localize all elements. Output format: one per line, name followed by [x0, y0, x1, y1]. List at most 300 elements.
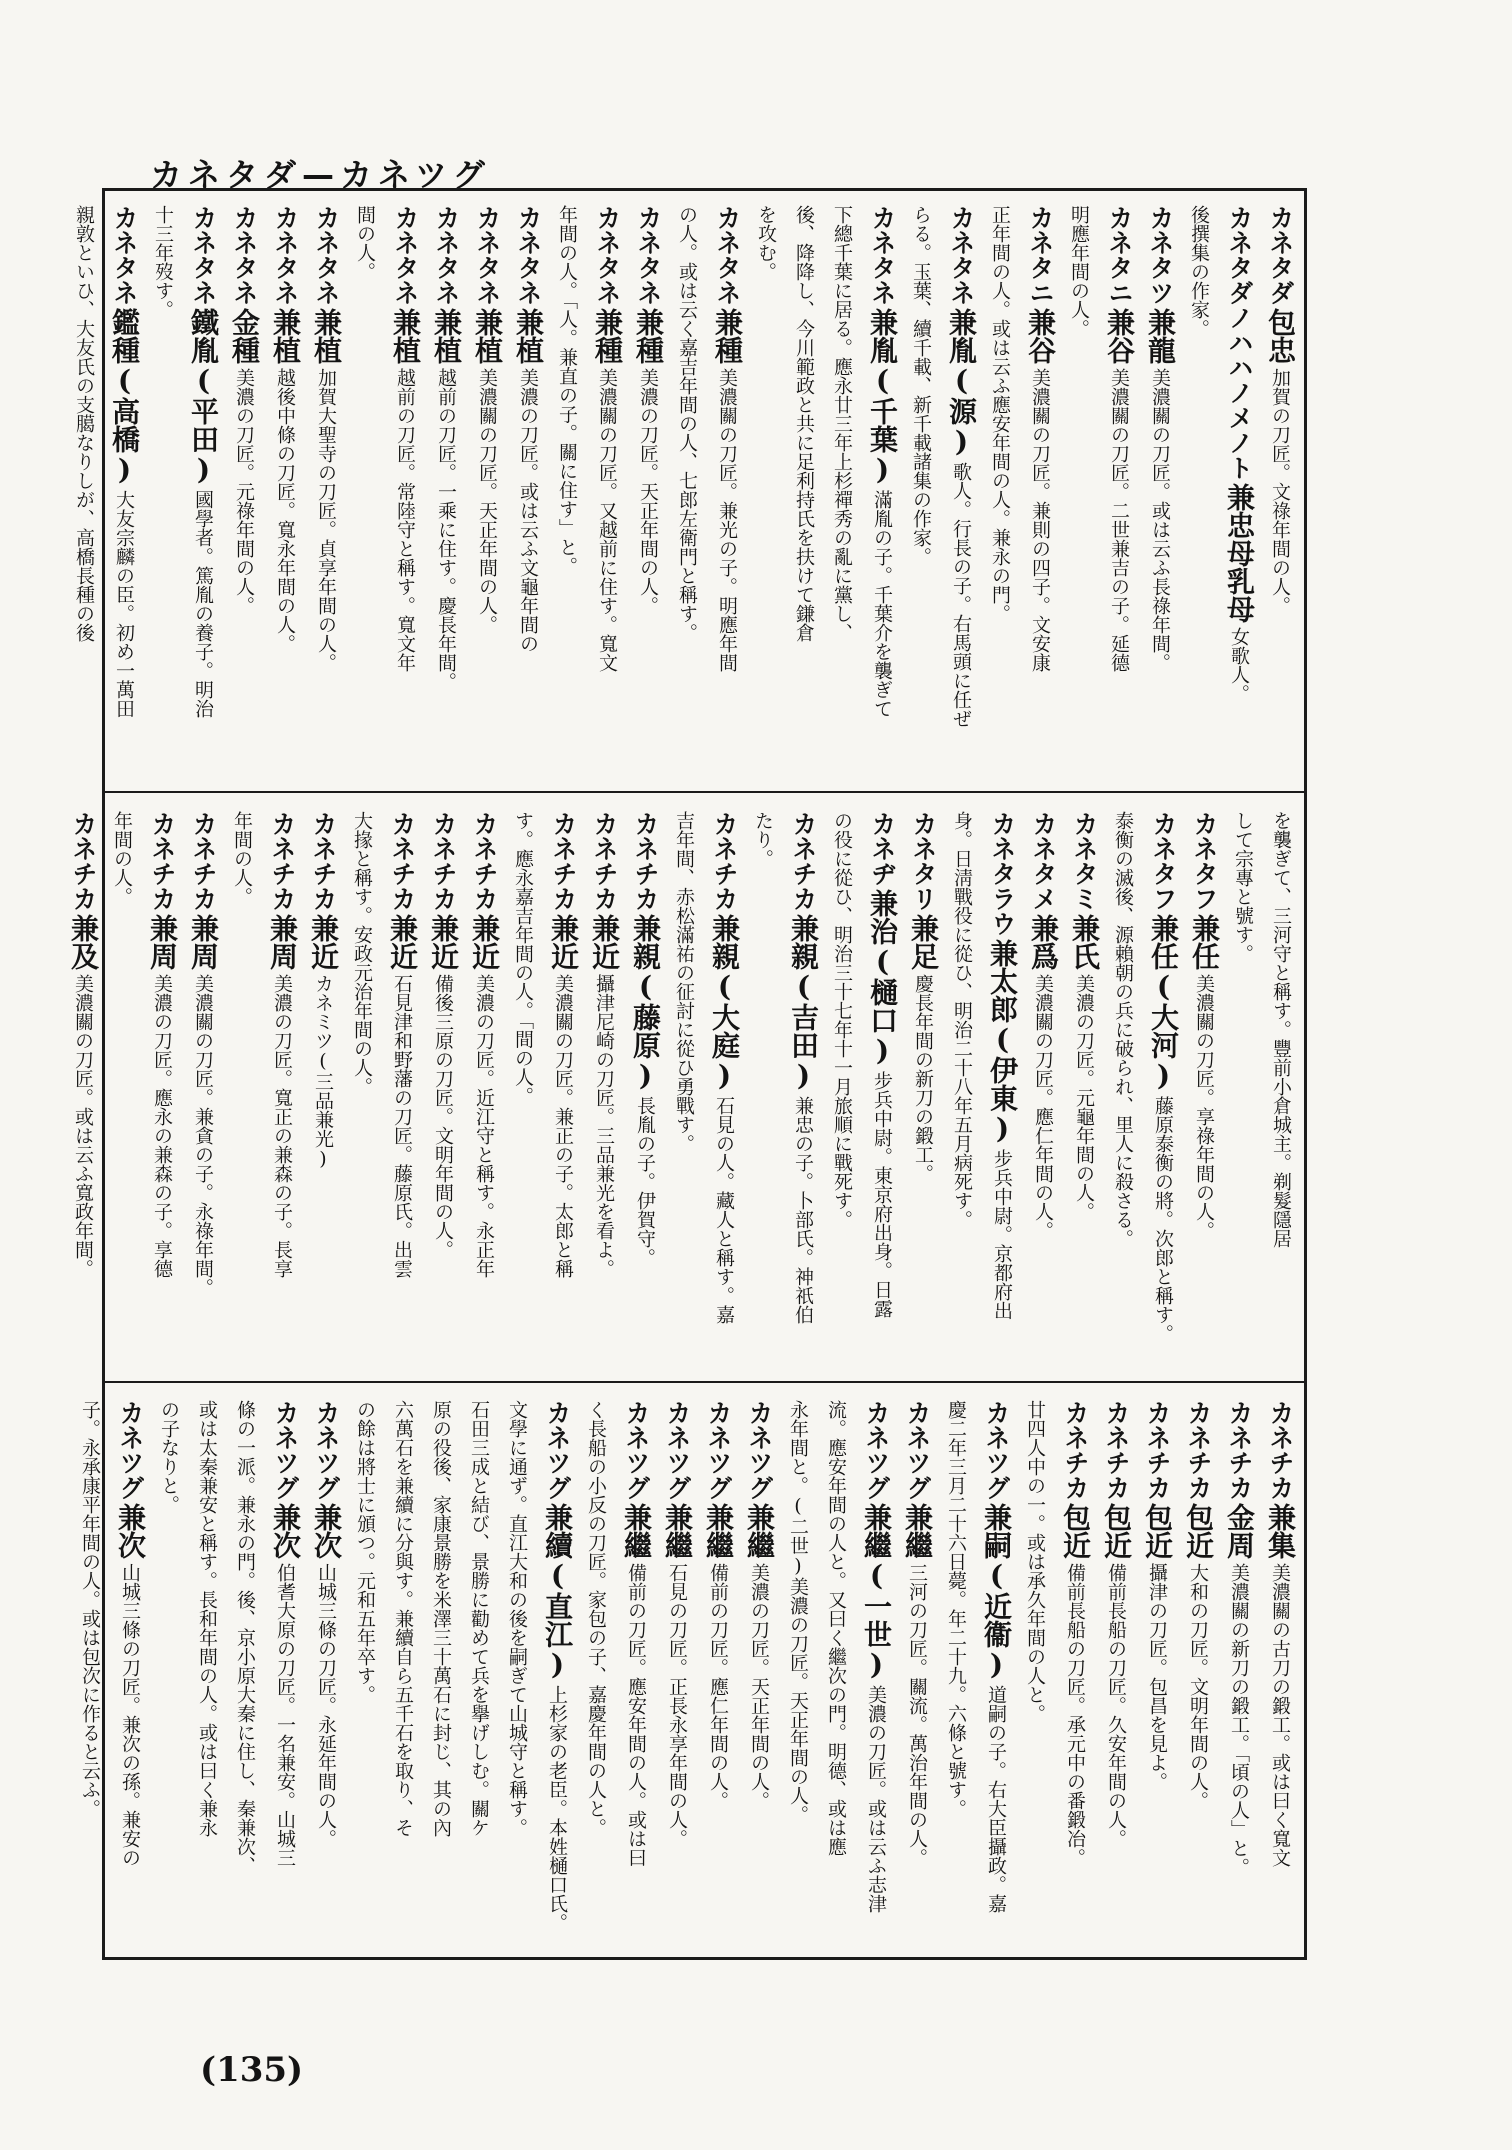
entry-name: 兼集 — [1264, 1503, 1297, 1559]
entry-continuation — [391, 1400, 416, 1944]
entry-name: 兼谷 — [1024, 308, 1057, 364]
dictionary-entry — [591, 205, 624, 775]
entry-description: 美濃關の刀匠。享祿年間の人。 — [1193, 974, 1215, 1240]
dictionary-entry — [901, 1400, 934, 1944]
entry-continuation — [505, 1400, 530, 1944]
entry-name: 兼任(大河) — [1147, 914, 1180, 1092]
dictionary-entry — [114, 1400, 147, 1944]
entry-name: 兼近 — [468, 914, 501, 970]
dictionary-entry — [702, 1400, 735, 1944]
entry-headword: カネタリ — [909, 811, 938, 911]
entry-description: 或は太秦兼安と稱す。長和年間の人。或は曰く兼永 — [196, 1400, 218, 1837]
entry-headword: カネタネ — [713, 205, 742, 305]
dictionary-entry — [1103, 205, 1136, 775]
dictionary-entry — [386, 811, 419, 1363]
entry-description: 年間の人。「人。兼直の子。關に住す」と。 — [556, 205, 578, 576]
page-number: (135) — [200, 2050, 304, 2090]
band-divider — [105, 1381, 1304, 1383]
entry-description: 備前の刀匠。應安年間の人。或は曰 — [625, 1563, 647, 1867]
entry-name: 兼植 — [389, 308, 422, 364]
entry-name: 兼植 — [430, 308, 463, 364]
entry-name: 兼忠母乳母 — [1223, 483, 1256, 623]
entry-description: 加賀大聖寺の刀匠。貞享年間の人。 — [315, 368, 337, 672]
entry-name: 兼任 — [1188, 914, 1221, 970]
entry-continuation — [78, 1400, 103, 1944]
entry-continuation — [230, 811, 255, 1363]
entry-headword: カネタネ — [189, 205, 218, 305]
entry-headword: カネツグ — [543, 1400, 572, 1500]
entry-headword: カネチカ — [1266, 1400, 1295, 1500]
entry-continuation — [672, 811, 697, 1363]
entry-headword: カネタネ — [230, 205, 259, 305]
entry-headword: カネタフ — [1190, 811, 1219, 911]
entry-name: 兼植 — [269, 308, 302, 364]
entry-continuation — [110, 811, 135, 1363]
entry-headword: カネツグ — [982, 1400, 1011, 1500]
entry-name: 兼谷 — [1103, 308, 1136, 364]
dictionary-entry — [427, 811, 460, 1363]
entry-name: 兼續(直江) — [541, 1503, 574, 1681]
entry-headword: カネツグ — [663, 1400, 692, 1500]
entry-name: 兼及 — [67, 914, 100, 970]
entry-description: 子。永承康平年間の人。或は包次に作ると云ふ。 — [79, 1400, 101, 1818]
entry-continuation — [944, 1400, 969, 1944]
entry-headword: カネツグ — [862, 1400, 891, 1500]
entry-continuation — [1023, 1400, 1048, 1944]
entry-description: 攝津尼崎の刀匠。三品兼光を看よ。 — [593, 974, 615, 1278]
entry-headword: カネツグ — [312, 1400, 341, 1500]
dictionary-entry — [980, 1400, 1013, 1944]
entry-name: 兼種 — [632, 308, 665, 364]
entry-description: 三河の刀匠。關流。萬治年間の人。 — [906, 1563, 928, 1867]
entry-name: 兼太郎(伊東) — [986, 939, 1019, 1145]
entry-name: 兼足 — [907, 914, 940, 970]
entry-description: 美濃關の刀匠。或は云ふ長祿年間。 — [1149, 368, 1171, 672]
band-divider — [105, 791, 1304, 793]
entry-description: 美濃關の新刀の鍛工。「頃の人」と。 — [1228, 1563, 1250, 1877]
entry-description: 歌人。行長の子。右馬頭に任ぜ — [950, 462, 972, 728]
entries-band-bottom — [79, 1386, 1304, 1958]
entry-headword: カネタネ — [634, 205, 663, 305]
entry-headword: カネチカ — [148, 811, 177, 911]
entry-headword: カネタネ — [593, 205, 622, 305]
entry-headword: カネタネ — [312, 205, 341, 305]
entry-description: 年間の人。 — [231, 811, 253, 906]
entry-name: 兼親(藤原) — [629, 914, 662, 1092]
entry-description: カネミツ(三品兼光) — [312, 974, 334, 1170]
dictionary-entry — [541, 1400, 574, 1944]
entry-description: 備前の刀匠。應仁年間の人。 — [707, 1563, 729, 1810]
entry-headword: カネチカ — [268, 811, 297, 911]
entry-name: 兼種 — [711, 308, 744, 364]
entry-continuation — [511, 811, 536, 1363]
entry-continuation — [988, 205, 1013, 775]
entry-headword: カネツグ — [116, 1400, 145, 1500]
dictionary-entry — [1223, 205, 1256, 775]
entry-description: 美濃の刀匠。或は云ふ文龜年間の — [517, 368, 539, 653]
dictionary-entry — [1223, 1400, 1256, 1944]
dictionary-entry — [743, 1400, 776, 1944]
entry-name: 包近 — [1182, 1503, 1215, 1559]
entry-description: 備前長船の刀匠。承元中の番鍛冶。 — [1064, 1563, 1086, 1867]
entry-description: 美濃の刀匠。或は云ふ志津 — [865, 1685, 887, 1913]
entry-name: 兼植 — [310, 308, 343, 364]
entry-description: 間の人。 — [354, 205, 376, 281]
dictionary-entry — [146, 811, 179, 1363]
entry-description: 美濃關の刀匠。天正年間の人。 — [476, 368, 498, 634]
entry-name: 兼繼 — [743, 1503, 776, 1559]
entry-description: 石田三成と結び、景勝に勸めて兵を擧げしむ。關ケ — [468, 1400, 490, 1837]
dictionary-entry — [1027, 811, 1060, 1363]
entry-name: 鐵胤(平田) — [187, 308, 220, 486]
entry-description: 國學者。篤胤の養子。明治 — [192, 490, 214, 718]
entry-headword: カネチカ — [1102, 1400, 1131, 1500]
entry-headword: カネツグ — [903, 1400, 932, 1500]
entry-description: 美濃の刀匠。元龜年間の人。 — [1073, 974, 1095, 1221]
entry-headword: カネチカ — [388, 811, 417, 911]
entry-description: 美濃關の古刀の鍛工。或は曰く寬文 — [1269, 1563, 1291, 1867]
entry-description: 美濃の刀匠。元祿年間の人。 — [233, 368, 255, 615]
entry-description: 永年間と。(二世)美濃の刀匠。天正年間の人。 — [787, 1400, 809, 1824]
entry-continuation — [754, 205, 779, 775]
dictionary-entry — [708, 811, 741, 1363]
entry-headword: カネチカ — [470, 811, 499, 911]
entry-description: 石見の刀匠。正長永享年間の人。 — [666, 1563, 688, 1848]
entry-description: 越前の刀匠。常陸守と稱す。寬文年 — [394, 368, 416, 672]
entry-name: 兼親(吉田) — [787, 914, 820, 1092]
entry-continuation — [584, 1400, 609, 1944]
dictionary-entry — [711, 205, 744, 775]
entry-name: 包近 — [1059, 1503, 1092, 1559]
entry-continuation — [233, 1400, 258, 1944]
entry-description: 石見の人。藏人と稱す。嘉 — [713, 1096, 735, 1324]
entry-description: 十三年歿す。 — [152, 205, 174, 319]
entry-headword: カネツグ — [271, 1400, 300, 1500]
dictionary-entry — [430, 205, 463, 775]
dictionary-entry — [986, 811, 1019, 1363]
entry-description: 越前の刀匠。一乘に住す。慶長年間。 — [435, 368, 457, 691]
entry-headword: カネタニ — [1105, 205, 1134, 305]
dictionary-entry — [228, 205, 261, 775]
entry-headword: カネチカ — [309, 811, 338, 911]
entry-description: 身。日淸戰役に從ひ、明治二十八年五月病死す。 — [951, 811, 973, 1229]
entry-name: 包忠 — [1264, 308, 1297, 364]
entry-continuation — [909, 205, 934, 775]
entry-continuation — [1231, 811, 1256, 1363]
entry-headword: カネタダノハハノメノト — [1225, 205, 1254, 480]
entry-headword: カネツグ — [704, 1400, 733, 1500]
entry-headword: カネタフ — [1149, 811, 1178, 911]
dictionary-frame — [67, 188, 1307, 1960]
entry-name: 兼近 — [386, 914, 419, 970]
entry-name: 兼爲 — [1027, 914, 1060, 970]
entry-headword: カネタラウ — [988, 811, 1017, 936]
entry-headword: カネチカ — [1143, 1400, 1172, 1500]
entry-name: 兼嗣(近衞) — [980, 1503, 1013, 1681]
entry-name: 兼近 — [307, 914, 340, 970]
dictionary-entry — [67, 811, 100, 1363]
entry-continuation — [429, 1400, 454, 1944]
entry-description: たり。 — [752, 811, 774, 868]
entry-description: す。應永嘉吉年間の人。「間の人。 — [512, 811, 534, 1106]
entry-description: 明應年間の人。 — [1068, 205, 1090, 338]
entries-band-top — [73, 191, 1304, 789]
entry-name: 鑑種(高橋) — [108, 308, 141, 486]
dictionary-entry — [310, 1400, 343, 1944]
entry-continuation — [1111, 811, 1136, 1363]
entry-name: 金種 — [228, 308, 261, 364]
entry-description: の餘は將士に頒つ。元和五年卒す。 — [354, 1400, 376, 1704]
entry-name: 兼種 — [591, 308, 624, 364]
entry-continuation — [786, 1400, 811, 1944]
entry-continuation — [824, 1400, 849, 1944]
entry-description: 大和の刀匠。文明年間の人。 — [1187, 1563, 1209, 1810]
entry-description: 步兵中尉。京都府出 — [991, 1149, 1013, 1320]
running-head: カネタダ—カネツグ — [150, 156, 491, 194]
dictionary-entry — [269, 1400, 302, 1944]
entry-headword: カネタニ — [1026, 205, 1055, 305]
dictionary-entry — [1024, 205, 1057, 775]
entry-description: 美濃の刀匠。天正年間の人。 — [637, 368, 659, 615]
entry-headword: カネタネ — [868, 205, 897, 305]
dictionary-entry — [588, 811, 621, 1363]
entry-headword: カネチカ — [789, 811, 818, 911]
dictionary-entry — [866, 205, 899, 775]
entry-headword: カネタミ — [1070, 811, 1099, 911]
dictionary-entry — [860, 1400, 893, 1944]
entry-description: 大掾と稱す。安政元治年間の人。 — [351, 811, 373, 1096]
dictionary-entry — [1147, 811, 1180, 1363]
entry-name: 兼繼(一世) — [860, 1503, 893, 1681]
dictionary-entry — [1264, 1400, 1297, 1944]
entry-description: 越後中條の刀匠。寬永年間の人。 — [274, 368, 296, 653]
dictionary-entry — [1188, 811, 1221, 1363]
entry-name: 金周 — [1223, 1503, 1256, 1559]
entry-name: 兼周 — [146, 914, 179, 970]
entry-description: 流。應安年間の人と。又曰く繼次の門。明德、或は應 — [825, 1400, 847, 1856]
entry-name: 兼龍 — [1144, 308, 1177, 364]
entry-description: の子なりと。 — [158, 1400, 180, 1514]
entry-description: 長胤の子。伊賀守。 — [634, 1096, 656, 1267]
entry-headword: カネチカ — [1184, 1400, 1213, 1500]
entry-name: 兼次 — [269, 1503, 302, 1559]
dictionary-entry — [108, 205, 141, 775]
entry-continuation — [751, 811, 776, 1363]
dictionary-entry — [389, 205, 422, 775]
dictionary-entry — [266, 811, 299, 1363]
entry-headword: カネツグ — [745, 1400, 774, 1500]
entry-name: 兼繼 — [661, 1503, 694, 1559]
entry-headword: カネタネ — [391, 205, 420, 305]
entry-name: 兼周 — [266, 914, 299, 970]
entry-description: 下總千葉に居る。應永廿三年上杉禪秀の亂に黨し、 — [831, 205, 853, 642]
entry-description: 兼忠の子。卜部氏。神祇伯 — [792, 1096, 814, 1324]
dictionary-entry — [187, 205, 220, 775]
entry-name: 兼次 — [114, 1503, 147, 1559]
entry-description: 山城三條の刀匠。兼次の孫。兼安の — [119, 1563, 141, 1867]
entries-band-middle — [67, 797, 1304, 1377]
entry-description: 美濃關の刀匠。應仁年間の人。 — [1032, 974, 1054, 1240]
dictionary-entry — [866, 811, 899, 1363]
entry-continuation — [792, 205, 817, 775]
entry-headword: カネタネ — [271, 205, 300, 305]
dictionary-entry — [632, 205, 665, 775]
entry-description: らる。玉葉、續千載、新千載諸集の作家。 — [910, 205, 932, 566]
entry-description: を攻む。 — [755, 205, 777, 281]
entry-name: 兼治(樋口) — [866, 889, 899, 1067]
entry-description: 慶長年間の新刀の鍛工。 — [912, 974, 934, 1183]
entry-continuation — [1187, 205, 1212, 775]
entry-name: 兼近 — [547, 914, 580, 970]
entry-headword: カネチカ — [429, 811, 458, 911]
entry-description: 上杉家の老臣。本姓樋口氏。 — [546, 1685, 568, 1932]
entry-description: の役に從ひ、明治三十七年十一月旅順に戰死す。 — [831, 811, 853, 1229]
entry-headword: カネヂ — [868, 811, 897, 886]
entry-description: 美濃の刀匠。近江守と稱す。永正年 — [473, 974, 495, 1278]
dictionary-entry — [1059, 1400, 1092, 1944]
entry-continuation — [830, 811, 855, 1363]
entry-description: 加賀の刀匠。文祿年間の人。 — [1269, 368, 1291, 615]
entry-description: 女歌人。 — [1228, 627, 1250, 703]
entry-headword: カネタネ — [110, 205, 139, 305]
entry-description: 山城三條の刀匠。永延年間の人。 — [315, 1563, 337, 1848]
dictionary-entry — [787, 811, 820, 1363]
entry-name: 兼繼 — [901, 1503, 934, 1559]
entry-continuation — [830, 205, 855, 775]
dictionary-entry — [269, 205, 302, 775]
entry-description: 美濃關の刀匠。或は云ふ寬政年間。 — [72, 974, 94, 1278]
entry-description: 原の役後、家康景勝を米澤三十萬石に封じ、其の內 — [430, 1400, 452, 1837]
entry-headword: カネチカ — [1061, 1400, 1090, 1500]
entry-headword: カネタメ — [1029, 811, 1058, 911]
entry-name: 兼繼 — [702, 1503, 735, 1559]
entry-description: 美濃の刀匠。天正年間の人。 — [748, 1563, 770, 1810]
entry-continuation — [151, 205, 176, 775]
entry-description: 備前長船の刀匠。久安年間の人。 — [1105, 1563, 1127, 1848]
entry-description: 美濃の刀匠。寬正の兼森の子。長享 — [271, 974, 293, 1278]
dictionary-entry — [471, 205, 504, 775]
entry-name: 兼植 — [512, 308, 545, 364]
entry-description: 美濃關の刀匠。兼光の子。明應年間 — [716, 368, 738, 672]
entry-continuation — [555, 205, 580, 775]
entry-description: 石見津和野藩の刀匠。藤原氏。出雲 — [391, 974, 413, 1278]
entry-name: 兼胤(源) — [945, 308, 978, 458]
entry-continuation — [1269, 811, 1294, 1363]
entry-name: 包近 — [1141, 1503, 1174, 1559]
dictionary-entry — [547, 811, 580, 1363]
entry-continuation — [353, 205, 378, 775]
dictionary-entry — [468, 811, 501, 1363]
dictionary-entry — [1182, 1400, 1215, 1944]
entry-name: 兼繼 — [620, 1503, 653, 1559]
entry-description: 步兵中尉。東京府出身。日露 — [871, 1071, 893, 1318]
entry-name: 兼氏 — [1068, 914, 1101, 970]
entry-description: 年間の人。 — [111, 811, 133, 906]
entry-headword: カネツグ — [622, 1400, 651, 1500]
dictionary-entry — [661, 1400, 694, 1944]
entry-description: 伯耆大原の刀匠。一名兼安。山城三 — [274, 1563, 296, 1867]
entry-description: 後撰集の作家。 — [1188, 205, 1210, 338]
entry-description: 文學に通ず。直江大和の後を嗣ぎて山城守と稱す。 — [506, 1400, 528, 1837]
entry-continuation — [350, 811, 375, 1363]
entry-name: 包近 — [1100, 1503, 1133, 1559]
dictionary-entry — [1068, 811, 1101, 1363]
dictionary-entry — [1264, 205, 1297, 775]
entry-description: 六萬石を兼續に分與す。兼續自ら五千石を取り、そ — [392, 1400, 414, 1837]
entry-description: 美濃關の刀匠。兼則の四子。文安康 — [1029, 368, 1051, 672]
entry-continuation — [950, 811, 975, 1363]
entry-description: 慶二年三月二十六日薨。年二十九。六條と號す。 — [945, 1400, 967, 1818]
entry-continuation — [467, 1400, 492, 1944]
entry-continuation — [72, 205, 97, 775]
entry-headword: カネタツ — [1146, 205, 1175, 305]
entry-headword: カネタダ — [1266, 205, 1295, 305]
dictionary-entry — [1100, 1400, 1133, 1944]
entry-headword: カネチカ — [1225, 1400, 1254, 1500]
entry-continuation — [157, 1400, 182, 1944]
entry-headword: カネチカ — [710, 811, 739, 911]
entry-headword: カネチカ — [189, 811, 218, 911]
dictionary-entry — [620, 1400, 653, 1944]
entry-description: 美濃關の刀匠。又越前に住す。寬文 — [596, 368, 618, 672]
dictionary-entry — [187, 811, 220, 1363]
entry-description: 藤原泰衡の將。次郎と稱す。 — [1152, 1096, 1174, 1343]
entry-headword: カネチカ — [549, 811, 578, 911]
entry-headword: カネチカ — [631, 811, 660, 911]
dictionary-entry — [945, 205, 978, 775]
entry-headword: カネタネ — [947, 205, 976, 305]
entry-description: 吉年間、赤松滿祐の征討に從ひ勇戰す。 — [673, 811, 695, 1153]
entry-description: 美濃關の刀匠。二世兼吉の子。延德 — [1108, 368, 1130, 672]
entry-description: 泰衡の滅後、源賴朝の兵に破られ、里人に殺さる。 — [1112, 811, 1134, 1248]
entry-description: 後、降降し、今川範政と共に足利持氏を扶けて鎌倉 — [793, 205, 815, 642]
entry-headword: カネタネ — [432, 205, 461, 305]
entry-description: く長船の小反の刀匠。家包の子、嘉慶年間の人と。 — [585, 1400, 607, 1837]
entry-description: 道嗣の子。右大臣攝政。嘉 — [985, 1685, 1007, 1913]
dictionary-entry — [307, 811, 340, 1363]
entry-description: の人。或は云く嘉吉年間の人、七郎左衛門と稱す。 — [676, 205, 698, 642]
entry-name: 兼近 — [427, 914, 460, 970]
entry-continuation — [675, 205, 700, 775]
entry-headword: カネチカ — [69, 811, 98, 911]
entry-continuation — [353, 1400, 378, 1944]
entry-name: 兼胤(千葉) — [866, 308, 899, 486]
entry-headword: カネタネ — [514, 205, 543, 305]
entry-description: 條の一派。兼永の門。後、京小原大秦に住し、秦兼次、 — [234, 1400, 256, 1875]
entry-description: 美濃の刀匠。應永の兼森の子。享德 — [151, 974, 173, 1278]
entry-description: して宗專と號す。 — [1232, 811, 1254, 963]
dictionary-entry — [1144, 205, 1177, 775]
entry-headword: カネタネ — [473, 205, 502, 305]
entry-description: 美濃關の刀匠。兼正の子。太郎と稱 — [552, 974, 574, 1278]
dictionary-entry — [310, 205, 343, 775]
entry-description: 廿四人中の一。或は承久年間の人と。 — [1024, 1400, 1046, 1723]
dictionary-entry — [629, 811, 662, 1363]
entry-description: 親敦といひ、大友氏の支臈なりしが、高橋長種の後 — [73, 205, 95, 642]
entry-description: 美濃關の刀匠。兼貪の子。永祿年間。 — [192, 974, 214, 1297]
entry-name: 兼近 — [588, 914, 621, 970]
entry-description: 攝津の刀匠。包昌を見よ。 — [1146, 1563, 1168, 1791]
entry-description: 備後三原の刀匠。文明年間の人。 — [432, 974, 454, 1259]
entry-description: 正年間の人。或は云ふ應安年間の人。兼永の門。 — [989, 205, 1011, 623]
entry-name: 兼親(大庭) — [708, 914, 741, 1092]
dictionary-entry — [907, 811, 940, 1363]
entry-name: 兼周 — [187, 914, 220, 970]
entry-description: 滿胤の子。千葉介を襲ぎて — [871, 490, 893, 718]
entry-name: 兼次 — [310, 1503, 343, 1559]
entry-description: を襲ぎて、三河守と稱す。豐前小倉城主。剃髮隱居 — [1270, 811, 1292, 1248]
entry-continuation — [1067, 205, 1092, 775]
